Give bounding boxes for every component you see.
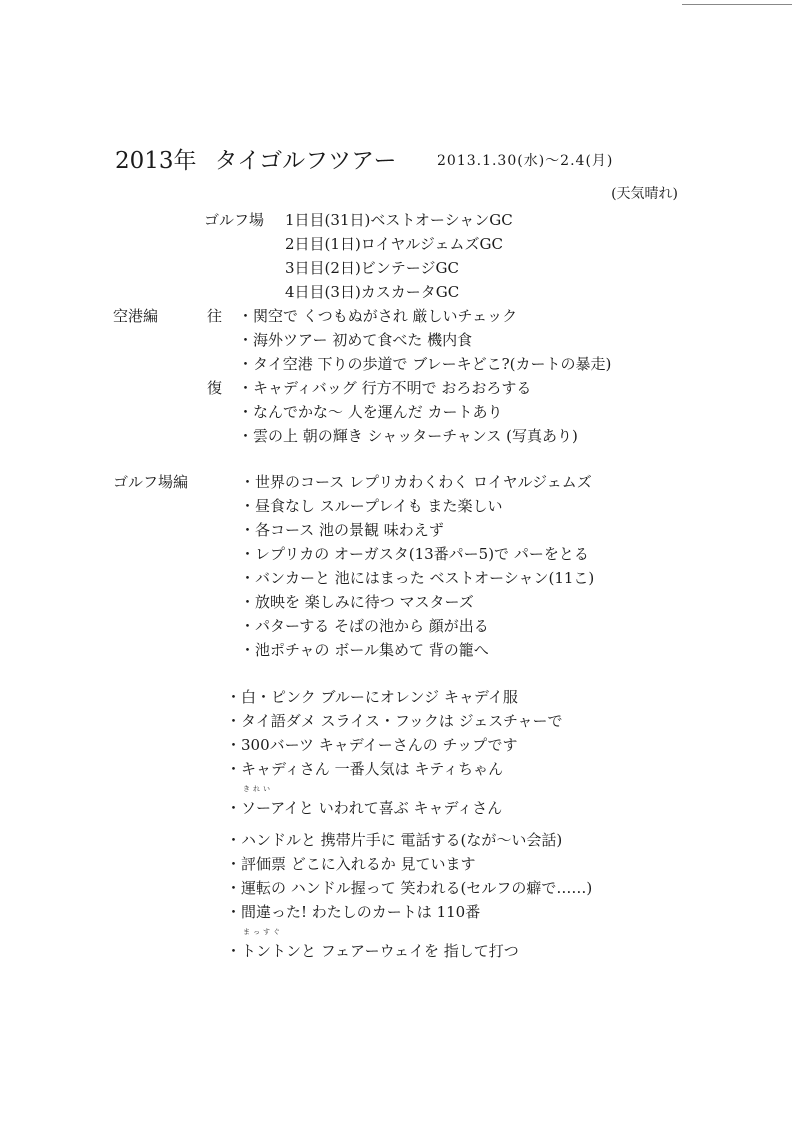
golf-item: ・世界のコース レプリカわくわく ロイヤルジェムズ — [240, 473, 592, 491]
inbound-item: ・キャディバッグ 行方不明で おろおろする — [238, 379, 532, 397]
golf-item: ・バンカーと 池にはまった ベストオーシャン(11こ) — [240, 569, 595, 587]
line-rest: と フェアーウェイを 指して打つ — [301, 942, 519, 960]
ruby-word — [241, 928, 302, 961]
caddie-item: ・運転の ハンドル握って 笑われる(セルフの癖で……) — [226, 879, 593, 897]
course-item: 3日目(2日)ビンテージGC — [285, 259, 459, 277]
outbound-item: ・関空で くつもぬがされ 厳しいチェック — [238, 307, 518, 325]
caddie-item: ・白・ピンク ブルーにオレンジ キャデイ服 — [226, 688, 518, 706]
golf-section-label: ゴルフ場編 — [113, 473, 189, 491]
courses-label: ゴルフ場 — [204, 211, 265, 229]
caddie-item: ・ハンドルと 携帯片手に 電話する(なが〜い会話) — [226, 831, 563, 849]
ruby-base: トントン — [241, 942, 302, 960]
golf-item: ・パターする そばの池から 顔が出る — [240, 617, 489, 635]
inbound-item: ・雲の上 朝の輝き シャッターチャンス (写真あり) — [238, 427, 578, 445]
golf-item: ・池ポチャの ボール集めて 背の籠へ — [240, 641, 489, 659]
outbound-item: ・海外ツアー 初めて食べた 機内食 — [238, 331, 473, 349]
course-item: 2日目(1日)ロイヤルジェムズGC — [285, 235, 503, 253]
title-year: 2013年 — [115, 148, 197, 174]
caddie-item: ・評価票 どこに入れるか 見ています — [226, 855, 476, 873]
caddie-item-soai — [226, 785, 503, 818]
course-item: 1日目(31日)ベストオーシャンGC — [285, 211, 513, 229]
page-title — [115, 142, 396, 175]
ruby-word — [241, 785, 299, 818]
caddie-item: ・間違った! わたしのカートは 110番 — [226, 903, 481, 921]
airport-section-label: 空港編 — [113, 307, 159, 325]
golf-item: ・放映を 楽しみに待つ マスターズ — [240, 593, 474, 611]
line-rest: と いわれて喜ぶ キャディさん — [298, 799, 503, 817]
ruby-base: ソーアイ — [241, 799, 299, 817]
caddie-item: ・タイ語ダメ スライス・フックは ジェスチャーで — [226, 712, 563, 730]
weather-note: (天気晴れ) — [611, 186, 678, 202]
inbound-item: ・なんでかな〜 人を運んだ カートあり — [238, 403, 503, 421]
bullet: ・ — [226, 799, 242, 817]
caddie-item-tonton — [226, 928, 519, 961]
outbound-item: ・タイ空港 下りの歩道で ブレーキどこ?(カートの暴走) — [238, 355, 612, 373]
golf-item: ・レプリカの オーガスタ(13番パー5)で パーをとる — [240, 545, 589, 563]
date-range: 2013.1.30(水)〜2.4(月) — [437, 153, 614, 169]
ruby-reading: まっすぐ — [243, 928, 284, 936]
outbound-label: 往 — [207, 307, 223, 325]
title-tour: タイゴルフツアー — [214, 148, 397, 174]
golf-item: ・各コース 池の景観 味わえず — [240, 521, 444, 539]
bullet: ・ — [226, 942, 242, 960]
scan-edge-mark — [682, 4, 792, 5]
course-item: 4日目(3日)カスカータGC — [285, 283, 460, 301]
ruby-reading: きれい — [243, 785, 274, 793]
inbound-label: 復 — [207, 379, 223, 397]
caddie-item: ・キャディさん 一番人気は キティちゃん — [226, 760, 504, 778]
golf-item: ・昼食なし スループレイも また楽しい — [240, 497, 503, 515]
caddie-item: ・300バーツ キャデイーさんの チップです — [226, 736, 518, 754]
